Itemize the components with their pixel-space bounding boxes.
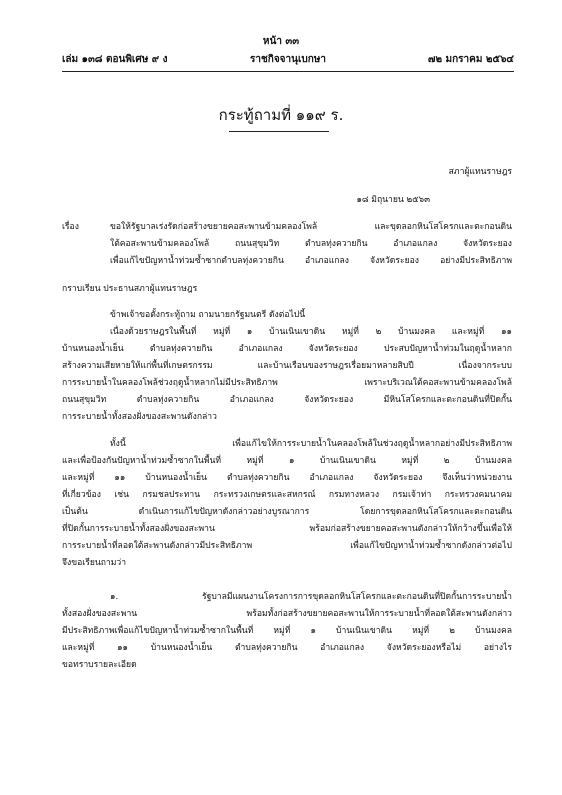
salutation: กราบเรียน ประธานสภาผู้แทนราษฎร	[62, 284, 198, 294]
document-title: กระทู้ถามที่ ๑๑๙ ร.	[218, 106, 344, 124]
paragraph-line: การระบายน้ำในคลองโพล้ช่วงฤดูน้ำหลากไม่มีประสิทธิภาพ เพราะบริเวณใต้คอสะพานข้ามคลองโพล้	[62, 378, 512, 388]
subject-label: เรื่อง	[62, 222, 79, 232]
question-line: ขอทราบรายละเอียด	[62, 660, 137, 670]
paragraph-line: บ้านหนองน้ำเย็น ตำบลทุ่งควายกิน อำเภอแกลง จังหวัดระยอง ประสบปัญหาน้ำท่วมในฤดูน้ำหลาก	[62, 344, 512, 354]
paragraph-line: เป็นต้น ดำเนินการแก้ไขปัญหาดังกล่าวอย่างบูรณาการ โดยการขุดลอกหินโสโครกและตะกอนดิน	[62, 507, 512, 517]
paragraph-line: ที่เกี่ยวข้อง เช่น กรมชลประทาน กระทรวงเกษตรและสหกรณ์ กรมทางหลวง กรมเจ้าท่า กระทรวงคมนาคม	[62, 490, 512, 500]
paragraph-line: สร้างความเสียหายให้แก่พื้นที่เกษตรกรรม และบ้านเรือนของราษฎรเรื่อยมาหลายสิบปี เนื่องจากระบบ	[62, 361, 512, 371]
subject-line: ใต้คอสะพานข้ามคลองโพล้ ถนนสุขุมวิท ตำบลทุ่งควายกิน อำเภอแกลง จังหวัดระยอง	[110, 239, 512, 249]
paragraph-line: และหมู่ที่ ๑๑ บ้านหนองน้ำเย็น ตำบลทุ่งควายกิน อำเภอแกลง จังหวัดระยอง จึงเห็นว่าหน่วยงาน	[62, 473, 512, 483]
paragraph-line: เนื่องด้วยราษฎรในพื้นที่ หมู่ที่ ๑ บ้านเนินเขาดิน หมู่ที่ ๒ บ้านมงคล และหมู่ที่ ๑๑	[110, 327, 512, 337]
question-line: มีประสิทธิภาพเพื่อแก้ไขปัญหาน้ำท่วมซ้ำซากในพื้นที่ หมู่ที่ ๑ บ้านเนินเขาดิน หมู่ที่ ๒ บ้านมงคล	[62, 626, 512, 636]
question-line: ทั้งสองฝั่งของสะพาน พร้อมทั้งก่อสร้างขยายคอสะพานให้การระบายน้ำที่ลอดใต้สะพานดังกล่าว	[62, 609, 512, 619]
intro-line: ข้าพเจ้าขอตั้งกระทู้ถาม ถามนายกรัฐมนตรี ดังต่อไปนี้	[110, 310, 306, 320]
paragraph-line: ทั้งนี้ เพื่อแก้ไขให้การระบายน้ำในคลองโพล้ในช่วงฤดูน้ำหลากอย่างมีประสิทธิภาพ	[110, 439, 512, 449]
question-line: และหมู่ที่ ๑๑ บ้านหนองน้ำเย็น ตำบลทุ่งควายกิน อำเภอแกลง จังหวัดระยองหรือไม่ อย่างไร	[62, 643, 512, 653]
page-number: หน้า ๓๓	[262, 36, 300, 47]
subject-line: เพื่อแก้ไขปัญหาน้ำท่วมซ้ำซากตำบลทุ่งควายกิน อำเภอแกลง จังหวัดระยอง อย่างมีประสิทธิภาพ	[110, 256, 512, 266]
paragraph-line: ถนนสุขุมวิท ตำบลทุ่งควายกิน อำเภอแกลง จังหวัดระยอง มีหินโสโครกและตะกอนดินที่ปิดกั้น	[62, 395, 512, 405]
gazette-header	[62, 52, 514, 66]
paragraph-line: และเพื่อป้องกันปัญหาน้ำท่วมซ้ำซากในพื้นที่ หมู่ที่ ๑ บ้านเนินเขาดิน หมู่ที่ ๒ บ้านมงคล	[62, 456, 512, 466]
paragraph-line: การระบายน้ำทั้งสองฝั่งของสะพานดังกล่าว	[62, 412, 217, 422]
publication-name: ราชกิจจานุเบกษา	[249, 54, 327, 65]
paragraph-line: การระบายน้ำที่ลอดใต้สะพานดังกล่าวมีประสิทธิภาพ เพื่อแก้ไขปัญหาน้ำท่วมซ้ำซากดังกล่าวต่อไป	[62, 541, 512, 551]
question-line: ๑. รัฐบาลมีแผนงานโครงการการขุดลอกหินโสโครกและตะกอนดินที่ปิดกั้นการระบายน้ำ	[110, 592, 512, 602]
subject-line: ขอให้รัฐบาลเร่งรัดก่อสร้างขยายคอสะพานข้ามคลองโพล้ และขุดลอกหินโสโครกและตะกอนดิน	[110, 222, 512, 232]
title-underline	[229, 131, 329, 132]
paragraph-line: จึงขอเรียนถามว่า	[62, 558, 127, 568]
header-divider	[62, 71, 514, 72]
volume-info: เล่ม ๑๓๘ ตอนพิเศษ ๙ ง	[62, 54, 168, 65]
paragraph-line: ที่ปิดกั้นการระบายน้ำทั้งสองฝั่งของสะพาน พร้อมก่อสร้างขยายคอสะพานดังกล่าวให้กว้างขึ้นเพื่อให้	[62, 524, 512, 534]
letter-date: ๑๘ มิถุนายน ๒๕๖๓	[356, 195, 430, 205]
addressee-org: สภาผู้แทนราษฎร	[448, 167, 512, 177]
publication-date: ๗๒ มกราคม ๒๕๖๔	[427, 54, 514, 65]
